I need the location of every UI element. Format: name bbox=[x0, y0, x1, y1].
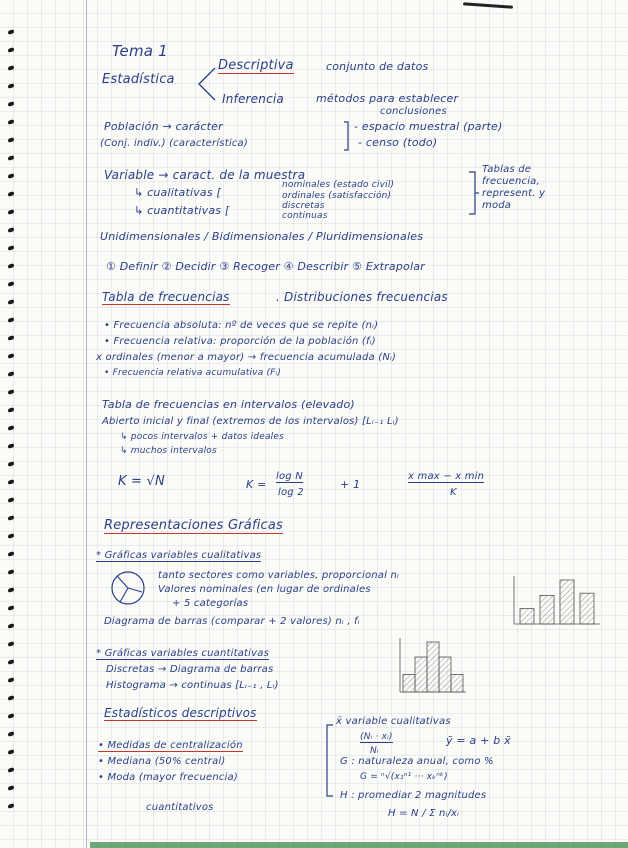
spiral-hole bbox=[8, 137, 14, 143]
formula-range-denominator: K bbox=[450, 487, 457, 498]
frecuencia-absoluta: • Frecuencia absoluta: nº de veces que se repite (nᵢ) bbox=[104, 320, 379, 331]
bar-sketch-bar bbox=[560, 580, 574, 624]
spiral-hole bbox=[8, 749, 14, 755]
spiral-holes bbox=[8, 30, 20, 830]
formula-k-sqrt: K = √N bbox=[118, 474, 165, 489]
spiral-hole bbox=[8, 803, 14, 809]
frecuencia-acumulada: x ordinales (menor a mayor) → frecuencia acumulada (Nᵢ) bbox=[96, 352, 397, 363]
bracket-descriptivos bbox=[322, 722, 336, 800]
pasos: ① Definir ② Decidir ③ Recoger ④ Describir ⑤ Extrapolar bbox=[106, 260, 425, 273]
variable-cualitativas: ↳ cualitativas [ bbox=[134, 186, 221, 199]
formula-range-numerator: x max − x min bbox=[408, 471, 485, 482]
cuantitativas-heading: * Gráficas variables cuantitativas bbox=[96, 648, 270, 659]
spiral-hole bbox=[8, 353, 14, 359]
spiral-hole bbox=[8, 29, 14, 35]
spiral-hole bbox=[8, 623, 14, 629]
spiral-hole bbox=[8, 389, 14, 395]
media-formula-den: Nᵢ bbox=[370, 746, 379, 756]
intervalos-heading: Tabla de frecuencias en intervalos (elevado) bbox=[102, 398, 355, 411]
media-armonica-formula: H = N / Σ nᵢ/xᵢ bbox=[388, 808, 460, 819]
espacio-muestral: - espacio muestral (parte) bbox=[354, 120, 503, 133]
spiral-hole bbox=[8, 767, 14, 773]
spiral-hole bbox=[8, 47, 14, 53]
spiral-hole bbox=[8, 731, 14, 737]
inferencia-definition: métodos para establecer bbox=[316, 92, 459, 105]
spiral-hole bbox=[8, 605, 14, 611]
tabla-frecuencias-heading: Tabla de frecuencias bbox=[102, 290, 230, 304]
spiral-hole bbox=[8, 227, 14, 233]
sectores-line1: tanto sectores como variables, proporcional nᵢ bbox=[158, 570, 400, 581]
media-armonica: H : promediar 2 magnitudes bbox=[340, 790, 487, 801]
spiral-hole bbox=[8, 155, 14, 161]
diagrama-barras: Diagrama de barras (comparar + 2 valores) nᵢ , fᵢ bbox=[104, 616, 360, 627]
sectores-line2: Valores nominales (en lugar de ordinales bbox=[158, 584, 371, 595]
media-geometrica-formula: G = ⁿ√(x₁ⁿ¹ ··· xₖⁿᵏ) bbox=[360, 772, 448, 782]
spiral-hole bbox=[8, 83, 14, 89]
top-ink-mark bbox=[463, 2, 513, 8]
sectores-line3: + 5 categorías bbox=[172, 598, 249, 609]
spiral-hole bbox=[8, 209, 14, 215]
histogram-sketch bbox=[398, 636, 468, 694]
descriptivos-heading: Estadísticos descriptivos bbox=[104, 706, 257, 720]
descriptiva-definition: conjunto de datos bbox=[326, 60, 429, 73]
bracket-tablas bbox=[466, 168, 480, 218]
formula-k-log-denominator: log 2 bbox=[278, 487, 304, 498]
formula-k-log-suffix: + 1 bbox=[340, 478, 361, 491]
intervalos-line2: ↳ pocos intervalos + datos ideales bbox=[120, 432, 285, 442]
spiral-hole bbox=[8, 371, 14, 377]
spiral-hole bbox=[8, 335, 14, 341]
medidas-centralizacion: • Medidas de centralización bbox=[98, 740, 243, 751]
frecuencia-relativa-acumulada: • Frecuencia relativa acumulativa (Fᵢ) bbox=[104, 368, 282, 378]
spiral-hole bbox=[8, 569, 14, 575]
variable-ordinales: ordinales (satisfacción) bbox=[282, 191, 392, 201]
histogram-bar bbox=[415, 657, 427, 692]
spiral-hole bbox=[8, 785, 14, 791]
bar-sketch-bar bbox=[520, 609, 534, 624]
variable-continuas: continuas bbox=[282, 211, 328, 221]
spiral-hole bbox=[8, 281, 14, 287]
poblacion-line2: (Conj. indiv.) (característica) bbox=[100, 138, 248, 149]
descriptiva-label: Descriptiva bbox=[218, 58, 294, 73]
media-lineal: ȳ = a + b x̄ bbox=[446, 734, 511, 747]
spiral-hole bbox=[8, 443, 14, 449]
spiral-hole bbox=[8, 299, 14, 305]
spiral-hole bbox=[8, 191, 14, 197]
spiral-hole bbox=[8, 515, 14, 521]
mediana: • Mediana (50% central) bbox=[98, 756, 226, 767]
bracket-estadistica bbox=[195, 64, 217, 104]
spiral-hole bbox=[8, 659, 14, 665]
spiral-hole bbox=[8, 587, 14, 593]
media-geometrica: G : naturaleza anual, como % bbox=[340, 756, 494, 767]
spiral-hole bbox=[8, 101, 14, 107]
intervalos-line1: Abierto inicial y final (extremos de los intervalos) [Lᵢ₋₁ Lᵢ) bbox=[102, 416, 399, 427]
formula-k-log-numerator: log N bbox=[276, 471, 303, 482]
inferencia-label: Inferencia bbox=[222, 92, 284, 106]
histograma-continuas: Histograma → continuas [Lᵢ₋₁ , Lᵢ) bbox=[106, 680, 279, 691]
cualitativas-heading: * Gráficas variables cualitativas bbox=[96, 550, 262, 561]
discretas-barras: Discretas → Diagrama de barras bbox=[106, 664, 274, 675]
distribuciones-heading: . Distribuciones frecuencias bbox=[276, 290, 448, 304]
spiral-hole bbox=[8, 317, 14, 323]
pie-sketch bbox=[108, 568, 148, 608]
spiral-hole bbox=[8, 677, 14, 683]
bracket-poblacion bbox=[342, 120, 352, 152]
spiral-hole bbox=[8, 65, 14, 71]
spiral-hole bbox=[8, 551, 14, 557]
dimensionales: Unidimensionales / Bidimensionales / Pluridimensionales bbox=[100, 230, 424, 243]
variable-line1: Variable → caract. de la muestra bbox=[104, 168, 306, 182]
variable-discretas: discretas bbox=[282, 201, 325, 211]
moda: • Moda (mayor frecuencia) bbox=[98, 772, 238, 783]
spiral-hole bbox=[8, 533, 14, 539]
representaciones-heading: Representaciones Gráficas bbox=[104, 518, 284, 533]
bar-diagram-sketch bbox=[512, 574, 602, 626]
censo: - censo (todo) bbox=[358, 136, 438, 149]
spiral-hole bbox=[8, 263, 14, 269]
spiral-hole bbox=[8, 119, 14, 125]
variable-tablas: Tablas de frecuencia, represent. y moda bbox=[482, 164, 546, 211]
spiral-hole bbox=[8, 173, 14, 179]
margin-line bbox=[86, 0, 87, 848]
variable-nominales: nominales (estado civil) bbox=[282, 180, 395, 190]
spiral-hole bbox=[8, 641, 14, 647]
poblacion-line1: Población → carácter bbox=[104, 120, 223, 133]
inferencia-definition-2: conclusiones bbox=[380, 106, 447, 117]
spiral-hole bbox=[8, 425, 14, 431]
bottom-strip bbox=[90, 842, 628, 848]
cuantitativos-note: cuantitativos bbox=[146, 802, 214, 813]
bar-sketch-bar bbox=[540, 595, 554, 624]
intervalos-line3: ↳ muchos intervalos bbox=[120, 446, 217, 456]
spiral-hole bbox=[8, 461, 14, 467]
page-title: Tema 1 bbox=[112, 42, 168, 60]
spiral-hole bbox=[8, 497, 14, 503]
histogram-bar bbox=[403, 675, 415, 693]
media-cualitativas: x̄ variable cualitativas bbox=[336, 716, 451, 727]
media-formula-num: (Nᵢ · xᵢ) bbox=[360, 732, 393, 742]
estadistica-label: Estadística bbox=[102, 72, 175, 87]
histogram-bar bbox=[451, 675, 463, 693]
frecuencia-relativa: • Frecuencia relativa: proporción de la población (fᵢ) bbox=[104, 336, 376, 347]
bar-sketch-bar bbox=[580, 593, 594, 624]
histogram-bar bbox=[439, 657, 451, 692]
spiral-hole bbox=[8, 695, 14, 701]
spiral-hole bbox=[8, 479, 14, 485]
histogram-bar bbox=[427, 642, 439, 692]
spiral-hole bbox=[8, 245, 14, 251]
spiral-hole bbox=[8, 407, 14, 413]
variable-cuantitativas: ↳ cuantitativas [ bbox=[134, 204, 230, 217]
formula-k-log-prefix: K = bbox=[246, 478, 267, 491]
spiral-hole bbox=[8, 713, 14, 719]
